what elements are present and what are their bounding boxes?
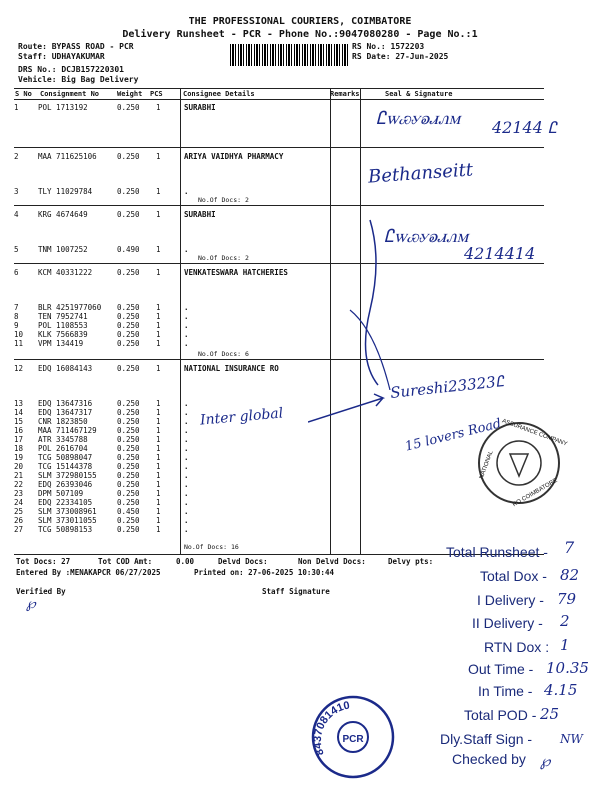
cell-consignment: POL 1108553 [38,321,88,330]
table-row [14,187,334,196]
cell-consignment: VPM 134419 [38,339,84,348]
company-title: THE PROFESSIONAL COURIERS, COIMBATORE [188,16,412,27]
cell-pcs: 1 [156,525,161,534]
cell-consignee: . [184,498,189,507]
stamp-text-bottom: RO COIMBATORE [511,477,559,509]
table-row [14,498,334,507]
cell-pcs: 1 [156,444,161,453]
cell-weight: 0.250 [117,152,140,161]
delvd-docs: Delvd Docs: [218,557,268,566]
rs-no: RS No.: 1572203 [352,42,425,51]
cell-pcs: 1 [156,245,161,254]
cell-consignment: MAA 711467129 [38,426,97,435]
summary-label: Total Dox - [480,568,547,584]
table-row [14,489,334,498]
cell-consignee: . [184,245,189,254]
summary-value: 82 [560,566,580,584]
cell-sno: 3 [14,187,19,196]
cell-consignment: BLR 4251977060 [38,303,102,312]
staff: Staff: UDHAYAKUMAR [18,52,105,61]
cell-pcs: 1 [156,268,161,277]
col-sno: S No [15,90,32,98]
cell-weight: 0.250 [117,453,140,462]
tot-docs: Tot Docs: 27 [16,557,71,566]
summary-label: Total Runsheet - [446,544,548,560]
cell-sno: 7 [14,303,19,312]
verified-initials: ℘ [26,596,36,612]
table-top-line [14,88,544,89]
cell-sno: 19 [14,453,24,462]
cell-consignment: POL 1713192 [38,103,88,112]
cell-consignment: TCG 15144378 [38,462,93,471]
summary-label: Out Time - [468,661,534,677]
cell-weight: 0.250 [117,321,140,330]
cell-pcs: 1 [156,498,161,507]
cell-sno: 2 [14,152,19,161]
cell-consignee: . [184,480,189,489]
group-separator [14,205,544,206]
barcode [230,44,350,66]
cell-consignee: . [184,303,189,312]
cell-weight: 0.450 [117,507,140,516]
route: Route: BYPASS ROAD - PCR [18,42,134,51]
handwritten-address: 15 lovers Road [403,416,503,455]
cell-consignment: TNM 1007252 [38,245,88,254]
cell-consignment: KLK 7566839 [38,330,88,339]
cell-weight: 0.250 [117,480,140,489]
cell-weight: 0.250 [117,471,140,480]
cell-sno: 21 [14,471,24,480]
cell-sno: 6 [14,268,19,277]
table-row [14,426,334,435]
cell-pcs: 1 [156,103,161,112]
summary-label: I Delivery - [477,592,544,608]
table-row [14,516,334,525]
cell-pcs: 1 [156,435,161,444]
handwritten-signature-2: Bethanseitt [367,159,474,188]
cell-consignment: KRG 4674649 [38,210,88,219]
cell-sno: 11 [14,339,24,348]
cell-pcs: 1 [156,364,161,373]
table-row [14,417,334,426]
group-separator [14,359,544,360]
cell-sno: 20 [14,462,24,471]
stamp-text-top: ASSURANCE COMPANY [501,418,568,448]
cell-sno: 22 [14,480,24,489]
table-row [14,471,334,480]
cell-weight: 0.250 [117,268,140,277]
cell-consignee: . [184,453,189,462]
cell-weight: 0.250 [117,187,140,196]
cell-weight: 0.250 [117,489,140,498]
cell-consignee: . [184,399,189,408]
cell-pcs: 1 [156,516,161,525]
cell-consignee: . [184,339,189,348]
cell-consignee: . [184,462,189,471]
table-row [14,152,334,161]
arrow-mark [308,392,398,432]
summary-value: 4.15 [544,681,578,699]
table-row [14,339,334,348]
summary-value: 25 [540,705,560,723]
bracket-marks [330,200,440,390]
col-pcs: PCS [150,90,163,98]
cell-consignment: EDQ 13647316 [38,399,93,408]
cell-pcs: 1 [156,399,161,408]
summary-label: II Delivery - [472,615,543,631]
cell-pcs: 1 [156,480,161,489]
summary-value: NW [560,732,583,746]
cell-weight: 0.250 [117,516,140,525]
cell-sno: 8 [14,312,19,321]
cell-consignment: SLM 373008961 [38,507,97,516]
table-row [14,210,334,219]
cell-sno: 26 [14,516,24,525]
cell-sno: 25 [14,507,24,516]
table-row [14,321,334,330]
cell-consignee: . [184,444,189,453]
cell-consignment: EDQ 26393046 [38,480,93,489]
cell-consignee: NATIONAL INSURANCE RO [184,364,279,373]
cell-consignee: . [184,417,189,426]
cell-weight: 0.250 [117,444,140,453]
table-row [14,399,334,408]
cell-weight: 0.250 [117,408,140,417]
rs-date: RS Date: 27-Jun-2025 [352,52,449,61]
cell-weight: 0.250 [117,103,140,112]
cell-pcs: 1 [156,330,161,339]
col-seal-signature: Seal & Signature [385,90,453,98]
cell-sno: 27 [14,525,24,534]
cell-sno: 24 [14,498,24,507]
staff-signature: Staff Signature [262,587,330,596]
cell-consignment: ATR 3345788 [38,435,88,444]
cell-consignee: . [184,408,189,417]
cell-consignment: POL 2616704 [38,444,88,453]
cell-pcs: 1 [156,426,161,435]
col-weight: Weight [117,90,143,98]
no-of-docs: No.Of Docs: 16 [184,543,239,551]
table-row [14,507,334,516]
tot-cod-value: 0.00 [176,557,195,566]
cell-consignment: DPM 507109 [38,489,84,498]
cell-consignee: . [184,471,189,480]
cell-pcs: 1 [156,303,161,312]
entered-by: Entered By :MENAKAPCR 06/27/2025 [16,568,161,577]
summary-label: Dly.Staff Sign - [440,731,533,747]
svg-text:PCR: PCR [342,734,364,745]
cell-consignee: . [184,330,189,339]
cell-weight: 0.250 [117,435,140,444]
cell-weight: 0.250 [117,312,140,321]
table-row [14,435,334,444]
table-row [14,453,334,462]
cell-consignee: . [184,321,189,330]
cell-consignment: TEN 7952741 [38,312,88,321]
cell-weight: 0.250 [117,417,140,426]
summary-value: 2 [560,612,570,630]
handwritten-number-1: 42144 Ꮭ [492,118,558,137]
handwritten-signature-4: Sureshi23323Ꮭ [389,372,505,402]
handwritten-signature-3: Ꮭꮃꮿꮍꭷꮧꮑꮇ [384,226,469,247]
cell-pcs: 1 [156,187,161,196]
handwritten-number-3: 4214414 [464,244,536,263]
cell-pcs: 1 [156,453,161,462]
cell-sno: 5 [14,245,19,254]
cell-weight: 0.250 [117,498,140,507]
bottom-stamp [308,692,398,782]
cell-sno: 16 [14,426,24,435]
cell-weight: 0.250 [117,339,140,348]
col-consignee: Consignee Details [183,90,255,98]
table-row [14,312,334,321]
cell-sno: 1 [14,103,19,112]
cell-pcs: 1 [156,339,161,348]
cell-consignment: EDQ 13647317 [38,408,93,417]
cell-sno: 4 [14,210,19,219]
no-of-docs: No.Of Docs: 6 [198,350,249,358]
summary-label: Total POD - [464,707,537,723]
cell-sno: 17 [14,435,24,444]
tot-cod-label: Tot COD Amt: [98,557,153,566]
cell-pcs: 1 [156,489,161,498]
cell-weight: 0.250 [117,426,140,435]
table-row [14,245,334,254]
cell-consignee: SURABHI [184,210,216,219]
cell-sno: 18 [14,444,24,453]
summary-value: ℘ [540,752,551,770]
cell-weight: 0.250 [117,330,140,339]
cell-consignee: . [184,516,189,525]
cell-consignment: MAA 711625106 [38,152,97,161]
cell-consignment: KCM 40331222 [38,268,93,277]
table-row [14,408,334,417]
table-row [14,103,334,112]
summary-label: In Time - [478,683,533,699]
cell-consignee: SURABHI [184,103,216,112]
cell-consignee: VENKATESWARA HATCHERIES [184,268,288,277]
cell-consignment: EDQ 16084143 [38,364,93,373]
cell-pcs: 1 [156,408,161,417]
summary-label: Checked by [452,751,526,767]
cell-consignee: . [184,525,189,534]
cell-pcs: 1 [156,152,161,161]
cell-weight: 0.250 [117,399,140,408]
summary-label: RTN Dox : [484,639,550,655]
cell-pcs: 1 [156,321,161,330]
drs-no: DRS No.: DCJB157220301 [18,65,124,74]
table-row [14,303,334,312]
cell-consignment: TCG 50898153 [38,525,93,534]
handwritten-signature-1: Ꮭꮃꮿꮍꭷꮧꮑꮇ [376,108,461,129]
cell-sno: 9 [14,321,19,330]
cell-consignment: EDQ 22334105 [38,498,93,507]
cell-consignee: ARIYA VAIDHYA PHARMACY [184,152,284,161]
cell-pcs: 1 [156,471,161,480]
cell-consignment: TLY 11029784 [38,187,93,196]
col-remarks: Remarks [330,90,360,98]
runsheet-title: Delivery Runsheet - PCR - Phone No.:9047080280 - Page No.:1 [122,29,478,40]
group-separator [14,263,544,264]
cell-consignee: . [184,312,189,321]
cell-consignment: CNR 1823850 [38,417,88,426]
summary-value: 79 [557,590,577,608]
cell-consignment: TCG 50898047 [38,453,93,462]
no-of-docs: No.Of Docs: 2 [198,196,249,204]
table-row [14,268,334,277]
cell-consignee: . [184,426,189,435]
table-header-line [14,99,544,100]
cell-pcs: 1 [156,210,161,219]
cell-sno: 15 [14,417,24,426]
bottom-stamp-text: 8437081410 [311,699,351,758]
cell-consignment: SLM 372980155 [38,471,97,480]
cell-weight: 0.490 [117,245,140,254]
cell-weight: 0.250 [117,303,140,312]
vehicle: Vehicle: Big Bag Delivery [18,75,139,84]
cell-weight: 0.250 [117,462,140,471]
cell-consignee: . [184,489,189,498]
table-row [14,444,334,453]
table-row [14,330,334,339]
cell-sno: 23 [14,489,24,498]
cell-weight: 0.250 [117,525,140,534]
verified-by: Verified By [16,587,66,596]
table-row [14,462,334,471]
cell-consignee: . [184,435,189,444]
cell-pcs: 1 [156,417,161,426]
table-row [14,364,334,373]
no-of-docs: No.Of Docs: 2 [198,254,249,262]
summary-value: 10.35 [546,659,589,677]
stamp-text-side: NATIONAL [478,450,495,480]
cell-weight: 0.250 [117,210,140,219]
cell-pcs: 1 [156,462,161,471]
summary-value: 7 [564,538,575,557]
cell-consignee: . [184,507,189,516]
printed-on: Printed on: 27-06-2025 10:30:44 [194,568,334,577]
table-row [14,525,334,534]
non-delvd-docs: Non Delvd Docs: [298,557,366,566]
cell-sno: 13 [14,399,24,408]
cell-pcs: 1 [156,507,161,516]
cell-sno: 12 [14,364,24,373]
col-consignment: Consignment No [40,90,100,98]
handwritten-inter-global: Inter global [199,405,284,429]
cell-consignee: . [184,187,189,196]
cell-pcs: 1 [156,312,161,321]
delvy-pts: Delvy pts: [388,557,434,566]
cell-sno: 14 [14,408,24,417]
cell-consignment: SLM 373011055 [38,516,97,525]
cell-weight: 0.250 [117,364,140,373]
summary-value: 1 [560,636,570,654]
group-separator [14,147,544,148]
table-row [14,480,334,489]
cell-sno: 10 [14,330,24,339]
